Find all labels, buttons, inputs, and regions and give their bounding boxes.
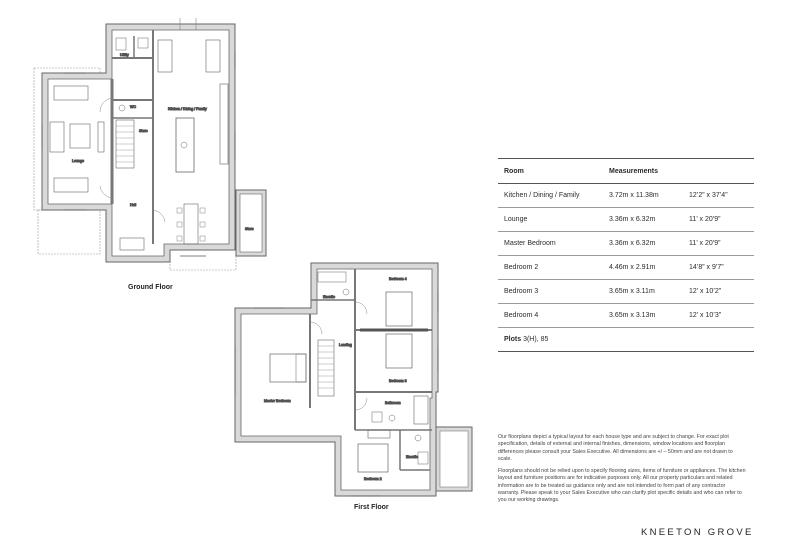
plots-label: Plots xyxy=(504,336,522,343)
row-room: Lounge xyxy=(504,216,528,223)
disclaimer-paragraph-1: Our floorplans depict a typical layout for each house type and are subject to change. For exact plot specification, details of external and internal finishes, dimensions, window locations and floorplan differences please consult your Sales Executive. All dimensions are +/ – 50mm and are not drawn to scale. xyxy=(498,434,733,462)
row-room: Bedroom 3 xyxy=(504,288,539,295)
room-label-bedroom3: Bedroom 3 xyxy=(389,379,407,383)
room-label-ensuite-bottom: Ensuite xyxy=(406,455,418,459)
table-row xyxy=(498,256,754,280)
plots-value: 3(H), 85 xyxy=(523,336,549,343)
table-row xyxy=(498,184,754,208)
first-floor-title: First Floor xyxy=(354,504,389,511)
ground-floor-plan xyxy=(34,18,266,270)
first-floor-plan xyxy=(235,263,472,496)
room-label-kitchen: Kitchen / Dining / Family xyxy=(168,107,207,111)
header-room: Room xyxy=(504,167,524,175)
room-label-master: Master Bedroom xyxy=(264,399,291,403)
row-imperial: 14’8” x 9’7” xyxy=(689,264,724,271)
room-label-hall: Hall xyxy=(130,203,137,207)
row-metric: 3.65m x 3.13m xyxy=(609,312,656,319)
brand-logo-text: KNEETON GROVE xyxy=(641,527,754,538)
row-room: Kitchen / Dining / Family xyxy=(504,192,580,199)
room-label-wc: WC xyxy=(130,105,136,109)
ground-floor-title: Ground Floor xyxy=(128,284,173,291)
row-metric: 3.72m x 11.38m xyxy=(609,192,659,199)
room-label-outbuilding-store: Store xyxy=(245,227,254,231)
row-room: Master Bedroom xyxy=(504,240,556,247)
room-label-bathroom: Bathroom xyxy=(385,401,401,405)
room-label-bedroom2: Bedroom 2 xyxy=(364,477,382,481)
table-row xyxy=(498,304,754,328)
disclaimer xyxy=(498,434,748,510)
table-header xyxy=(498,158,754,184)
measurements-table xyxy=(498,158,754,352)
plots-row xyxy=(498,328,754,352)
row-metric: 3.36m x 6.32m xyxy=(609,240,656,247)
row-imperial: 12’ x 10’3” xyxy=(689,312,722,319)
room-label-ensuite-top: Ensuite xyxy=(323,295,335,299)
row-metric: 3.65m x 3.11m xyxy=(609,288,655,295)
disclaimer-paragraph-2: Floorplans should not be relied upon to specify flooring sizes, items of furniture or appliances. The kitchen layout and furniture positions are for indicative purposes only. All our property particulars and related information are to be treated as guidance only and are not intended to form part of any contractor warranty. Please speak to your Sales Executive who can clarify plot specific details and who can refer to you our working drawings. xyxy=(498,468,746,504)
room-label-bedroom4: Bedroom 4 xyxy=(389,277,407,281)
row-imperial: 12’2” x 37’4” xyxy=(689,192,728,199)
room-label-utility: Utility xyxy=(120,53,129,57)
row-imperial: 11’ x 20’9” xyxy=(689,240,721,247)
table-row xyxy=(498,280,754,304)
row-room: Bedroom 2 xyxy=(504,264,539,271)
row-metric: 4.46m x 2.91m xyxy=(609,264,656,271)
header-measurements: Measurements xyxy=(609,167,659,175)
table-row xyxy=(498,208,754,232)
row-room: Bedroom 4 xyxy=(504,312,539,319)
row-metric: 3.36m x 6.32m xyxy=(609,216,656,223)
row-imperial: 11’ x 20’9” xyxy=(689,216,721,223)
table-row xyxy=(498,232,754,256)
room-label-lounge: Lounge xyxy=(72,159,84,163)
room-label-landing: Landing xyxy=(339,343,352,347)
room-label-store: Store xyxy=(139,129,148,133)
row-imperial: 12’ x 10’2” xyxy=(689,288,722,295)
